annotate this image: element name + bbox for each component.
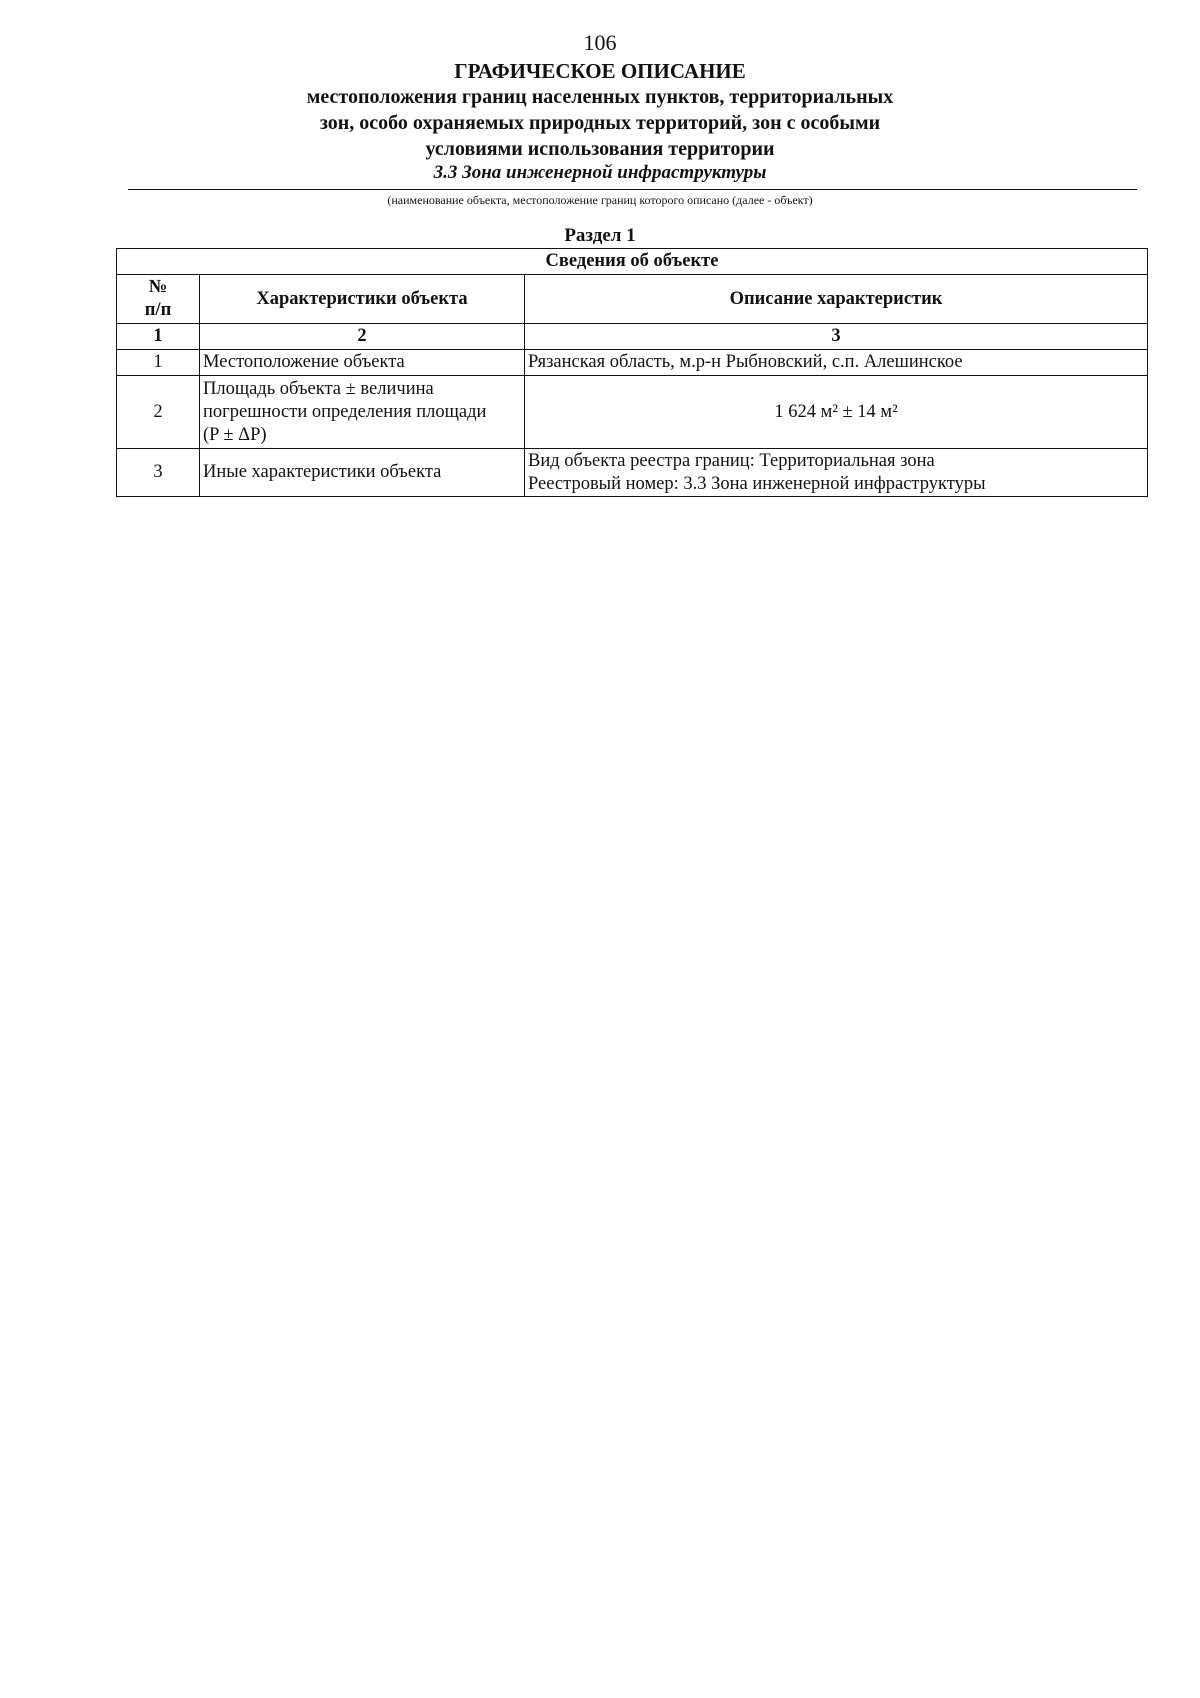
page-number: 106 [583, 30, 617, 55]
column-number: 3 [525, 324, 1148, 350]
subtitle-line: местоположения границ населенных пунктов, территориальных [306, 86, 894, 108]
column-number: 2 [200, 324, 525, 350]
table-row [117, 449, 1148, 497]
document-subtitle [200, 84, 1000, 162]
row-number: 2 [117, 376, 200, 449]
row-characteristic [200, 350, 525, 376]
object-name: 3.3 Зона инженерной инфраструктуры [433, 162, 767, 183]
column-number: 1 [117, 324, 200, 350]
description-line: Рязанская область, м.р-н Рыбновский, с.п. Алешинское [528, 352, 963, 372]
table-row [117, 376, 1148, 449]
subtitle-line: зон, особо охраняемых природных территорий, зон с особыми [319, 112, 881, 134]
column-numbers-row [117, 324, 1148, 350]
header-description: Описание характеристик [525, 275, 1148, 324]
row-characteristic [200, 376, 525, 449]
header-number [117, 275, 200, 324]
header-number-line: № [148, 277, 168, 297]
section-title: Раздел 1 [564, 225, 636, 246]
characteristic-line: Местоположение объекта [203, 352, 405, 372]
subtitle-line: условиями использования территории [425, 138, 775, 160]
characteristic-line: погрешности определения площади [203, 401, 487, 422]
row-characteristic [200, 449, 525, 497]
object-name-underline [128, 189, 1137, 190]
table-caption: Сведения об объекте [117, 249, 1148, 275]
characteristic-line: Иные характеристики объекта [203, 462, 442, 482]
table-caption-row [117, 249, 1148, 275]
row-description [525, 449, 1148, 497]
description-line: 1 624 м² ± 14 м² [774, 401, 898, 422]
header-characteristic: Характеристики объекта [200, 275, 525, 324]
row-description [525, 350, 1148, 376]
object-caption: (наименование объекта, местоположение границ которого описано (далее - объект) [387, 193, 813, 207]
document-title: ГРАФИЧЕСКОЕ ОПИСАНИЕ [454, 59, 746, 83]
characteristic-line: Площадь объекта ± величина [203, 378, 434, 399]
table-row [117, 350, 1148, 376]
row-number: 3 [117, 449, 200, 497]
characteristic-line: (P ± ΔP) [203, 424, 267, 445]
object-info-table [116, 248, 1148, 497]
header-number-line: п/п [144, 300, 172, 320]
row-number: 1 [117, 350, 200, 376]
table-header-row [117, 275, 1148, 324]
description-line: Реестровый номер: 3.3 Зона инженерной инфраструктуры [528, 473, 986, 494]
row-description [525, 376, 1148, 449]
description-line: Вид объекта реестра границ: Территориальная зона [528, 450, 935, 471]
